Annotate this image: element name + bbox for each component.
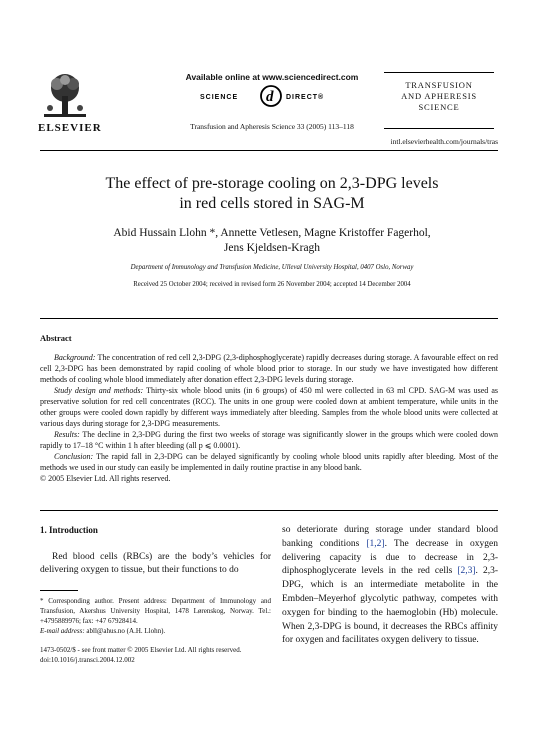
- abstract-body: [40, 352, 498, 484]
- abstract-results: [40, 429, 498, 451]
- body-right-column: [282, 524, 498, 648]
- sd-left-text: SCIENCE: [200, 94, 239, 101]
- results-text: The decline in 2,3-DPG during the first two weeks of storage was significantly slower in the groups which were cooled down rapidly to 17–18 °C within 1 h after bleeding (all p ⩽ 0.0001).: [40, 430, 498, 450]
- header-divider: [40, 150, 498, 151]
- abstract-conclusion: [40, 451, 498, 473]
- intro-text-c: . 2,3-DPG, which is an intermediate metabolite in the Embden–Meyerhof glycolytic pathway, competes with oxygen for binding to the haemoglobin (Hb) molecule. When 2,3-DPG is bound, it decreases the RBCs affinity for oxygen and facilitates oxygen delivery to tissue.: [282, 566, 499, 646]
- issn-line: 1473-0502/$ - see front matter © 2005 Elsevier Ltd. All rights reserved.: [40, 646, 242, 654]
- methods-label: Study design and methods:: [54, 386, 144, 395]
- front-matter-info: [40, 645, 241, 665]
- publisher-name: ELSEVIER: [38, 122, 102, 134]
- body-left-column: [40, 524, 271, 577]
- journal-title-rule-top: [384, 72, 494, 73]
- article-title: [40, 174, 504, 214]
- journal-title-block: [384, 80, 494, 113]
- journal-reference: Transfusion and Apheresis Science 33 (2005) 113–118: [190, 122, 354, 131]
- background-text: The concentration of red cell 2,3-DPG (2,3-diphosphoglycerate) rapidly decreases during storage. A favourable effect on red cell 2,3-DPG has been demonstrated by rapid cooling of whole blood prior to storage. In our study we have investigated how different methods of cooling whole blood immediately after donation effect 2,3-DPG levels during storage.: [40, 353, 498, 384]
- footnote-email-line: [40, 626, 271, 636]
- abstract-heading: Abstract: [40, 333, 72, 343]
- available-online-text[interactable]: Available online at www.sciencedirect.com: [185, 72, 359, 82]
- sd-right-text: DIRECT®: [286, 94, 325, 101]
- email-address[interactable]: abll@ahus.no (A.H. Llohn).: [84, 627, 166, 635]
- intro-text-a: so deteriorate during storage under standard blood banking conditions: [282, 525, 498, 549]
- intro-paragraph-left: Red blood cells (RBCs) are the body’s vehicles for delivering oxygen to tissue, but their functions to do: [40, 552, 271, 575]
- affiliation: Department of Immunology and Transfusion Medicine, Ulleval University Hospital, 0407 Oslo, Norway: [130, 264, 414, 271]
- corresponding-author-footnote: [40, 596, 271, 636]
- svg-text:d: d: [266, 89, 274, 105]
- footnote-text: * Corresponding author. Present address: Department of Immunology and Transfusion, Akershus University Hospital, 1478 Lørenskog, Norway. Tel.: +4795889976; fax: +47 67928414.: [40, 597, 271, 625]
- author-list: [40, 226, 504, 256]
- citation-link[interactable]: [1,2]: [366, 538, 385, 549]
- section-heading-introduction: 1. Introduction: [40, 525, 98, 535]
- conclusion-text: The rapid fall in 2,3-DPG can be delayed significantly by cooling whole blood units rapidly after bleeding. Most of the methods we used in our study can easily be implemented in daily routine practise in any blood bank.: [40, 452, 498, 472]
- title-line-1: The effect of pre-storage cooling on 2,3-DPG levels: [105, 175, 439, 192]
- methods-text: Thirty-six whole blood units (in 6 groups) of 450 ml were collected in 63 ml CPD. SAG-M was used as preservative solution for red cell concentrates (RCC). The units in one group were cooled down at ambient temperature, while units in the other groups were cooled down rapidly by different ways immediately after bleeding. Samples from the whole blood units were collected at various days during storage for 2,3-DPG measurements.: [40, 386, 498, 428]
- intro-text-b: . The decrease in oxygen delivering capacity is due to decrease in 2,3-diphosphoglycerate levels in the red cells: [282, 538, 498, 577]
- conclusion-label: Conclusion:: [54, 452, 94, 461]
- abstract-rule-bottom: [40, 510, 498, 511]
- abstract-background: [40, 352, 498, 385]
- authors-line-2: Jens Kjeldsen-Kragh: [223, 242, 321, 254]
- email-label: E-mail address:: [40, 627, 85, 635]
- journal-title-line: TRANSFUSION: [405, 80, 473, 90]
- authors-line-1: Abid Hussain Llohn *, Annette Vetlesen, Magne Kristoffer Fagerhol,: [113, 227, 431, 239]
- journal-title-line: AND APHERESIS: [401, 91, 477, 101]
- journal-title-rule-bottom: [384, 128, 494, 129]
- journal-url-link[interactable]: intl.elsevierhealth.com/journals/tras: [390, 137, 498, 146]
- journal-title-line: SCIENCE: [418, 102, 460, 112]
- title-line-2: in red cells stored in SAG-M: [179, 195, 365, 212]
- background-label: Background:: [54, 353, 96, 362]
- doi-line[interactable]: doi:10.1016/j.transci.2004.12.002: [40, 656, 135, 664]
- abstract-methods: [40, 385, 498, 429]
- citation-link[interactable]: [2,3]: [457, 566, 476, 577]
- footnote-rule: [40, 590, 78, 591]
- results-label: Results:: [54, 430, 80, 439]
- abstract-copyright: © 2005 Elsevier Ltd. All rights reserved.: [40, 474, 171, 483]
- abstract-rule-top: [40, 318, 498, 319]
- sciencedirect-logo: [196, 84, 346, 108]
- received-dates: Received 25 October 2004; received in revised form 26 November 2004; accepted 14 December 2004: [133, 281, 411, 288]
